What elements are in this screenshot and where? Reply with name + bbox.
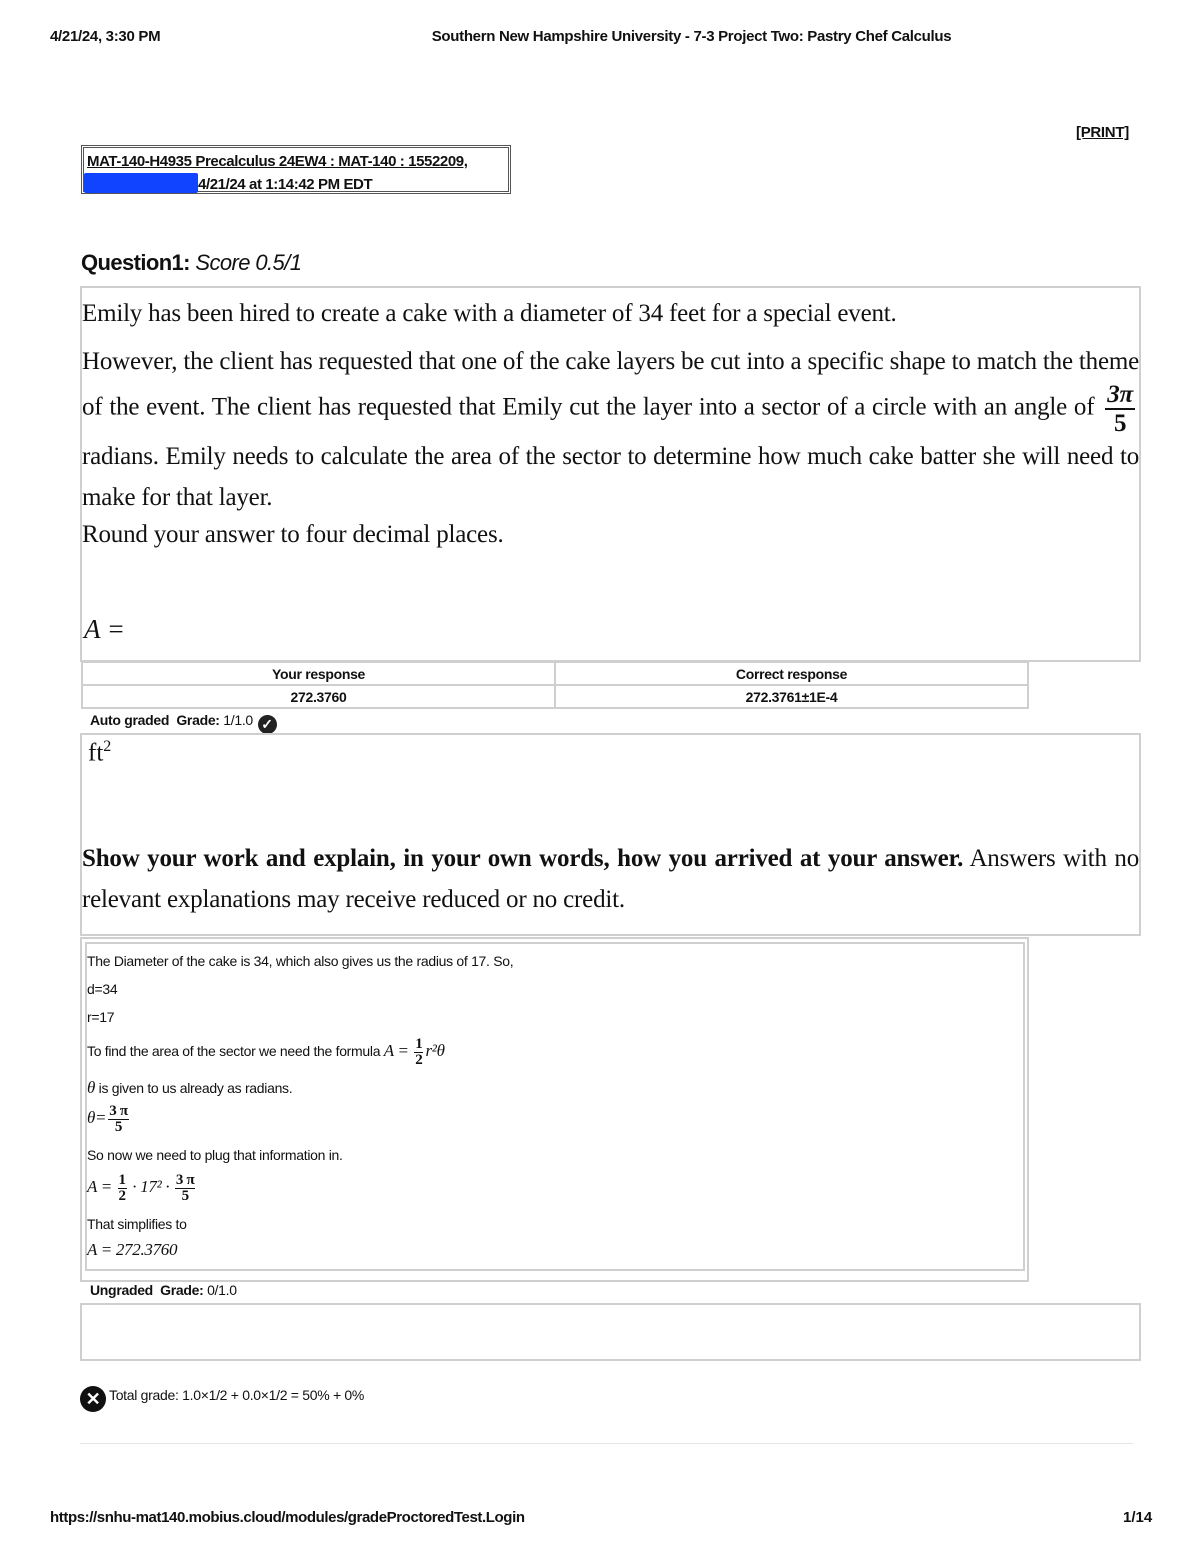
ungraded-status xyxy=(90,1282,237,1298)
question-heading xyxy=(81,250,301,276)
formula-half-numerator: 1 xyxy=(415,1036,423,1052)
section-divider xyxy=(80,1443,1133,1444)
print-datetime: 4/21/24, 3:30 PM xyxy=(50,28,161,45)
substitution-lhs: A = xyxy=(87,1177,112,1197)
course-info-box xyxy=(81,145,511,194)
redacted-name xyxy=(84,173,198,193)
response-table-header-row xyxy=(82,662,1028,685)
print-page-title: Southern New Hampshire University - 7-3 Project Two: Pastry Chef Calculus xyxy=(431,28,952,45)
work-instructions-rest: Answers with no relevant explanations may receive reduced or no credit. xyxy=(82,845,1139,913)
empty-feedback-panel xyxy=(80,1303,1141,1361)
ungraded-grade-label: Grade: xyxy=(160,1282,204,1298)
final-answer: A = 272.3760 xyxy=(87,1240,178,1259)
substitution-half-denominator: 2 xyxy=(118,1188,126,1204)
auto-grade-label: Grade: xyxy=(176,712,220,728)
work-line-8 xyxy=(87,1173,197,1204)
work-line-2: d=34 xyxy=(87,981,118,997)
x-circle-icon: ✕ xyxy=(80,1386,106,1412)
theta-symbol: θ xyxy=(87,1078,96,1097)
formula-lhs: A = xyxy=(383,1041,409,1061)
total-grade-row xyxy=(80,1386,364,1412)
auto-grade-value: 1/1.0 xyxy=(223,712,253,728)
check-circle-icon: ✓ xyxy=(258,715,277,734)
work-line-5-text: is given to us already as radians. xyxy=(98,1080,293,1096)
work-line-4 xyxy=(87,1037,445,1068)
question-text-before-angle: However, the client has requested that one of the cake layers be cut into a specific shape to match the theme of the event. The client has requested that Emily cut the layer into a sector of a circle with an angle of xyxy=(82,348,1139,421)
theta-denominator: 5 xyxy=(114,1119,123,1135)
question-score: Score 0.5/1 xyxy=(195,250,302,275)
course-info-line: MAT-140-H4935 Precalculus 24EW4 : MAT-140 : 1552209, xyxy=(87,153,468,170)
substitution-angle-numerator: 3 π xyxy=(175,1172,195,1188)
substitution-half-fraction xyxy=(118,1173,127,1204)
print-link[interactable]: [PRINT] xyxy=(1076,124,1129,141)
your-response-header: Your response xyxy=(82,662,555,685)
formula-half-denominator: 2 xyxy=(415,1052,423,1068)
substitution-half-numerator: 1 xyxy=(118,1172,126,1188)
work-instructions xyxy=(82,838,1139,920)
angle-numerator: 3π xyxy=(1107,381,1133,408)
theta-numerator: 3 π xyxy=(109,1103,128,1119)
work-line-7: So now we need to plug that information in. xyxy=(87,1147,343,1163)
total-grade-text: Total grade: 1.0×1/2 + 0.0×1/2 = 50% + 0% xyxy=(109,1387,365,1403)
work-line-9: That simplifies to xyxy=(87,1216,187,1232)
submission-timestamp-line xyxy=(87,173,505,196)
units-base: ft xyxy=(88,739,104,767)
substitution-angle-fraction xyxy=(175,1173,196,1204)
angle-fraction xyxy=(1105,382,1135,436)
units-exponent: 2 xyxy=(103,738,112,755)
auto-graded-label: Auto graded xyxy=(90,712,170,728)
response-table xyxy=(81,661,1029,709)
answer-label: A = xyxy=(84,614,125,644)
work-line-3: r=17 xyxy=(87,1009,115,1025)
question-paragraph-2 xyxy=(82,341,1139,518)
question-text-after-angle: radians. Emily needs to calculate the area of the sector to determine how much cake batter she will need to make for that layer. xyxy=(82,443,1139,511)
ungraded-label: Ungraded xyxy=(90,1282,153,1298)
work-line-1: The Diameter of the cake is 34, which also gives us the radius of 17. So, xyxy=(87,953,514,969)
student-work-inner xyxy=(85,942,1025,1271)
work-instructions-bold: Show your work and explain, in your own words, how you arrived at your answer. xyxy=(82,845,964,872)
print-footer-url: https://snhu-mat140.mobius.cloud/modules/gradeProctoredTest.Login xyxy=(50,1509,525,1526)
your-response-value: 272.3760 xyxy=(82,685,555,708)
formula-half-fraction xyxy=(414,1037,423,1068)
theta-fraction xyxy=(108,1104,129,1135)
answer-units xyxy=(88,738,111,767)
formula-rhs: r²θ xyxy=(425,1041,445,1061)
work-line-5 xyxy=(87,1078,292,1098)
auto-grade-status xyxy=(90,712,277,734)
substitution-middle: · 17² · xyxy=(132,1177,170,1197)
theta-equals: θ= xyxy=(87,1108,107,1128)
substitution-angle-denominator: 5 xyxy=(181,1188,189,1204)
question-paragraph-1: Emily has been hired to create a cake with a diameter of 34 feet for a special event. xyxy=(82,300,897,327)
work-line-10 xyxy=(87,1240,177,1260)
ungraded-grade-value: 0/1.0 xyxy=(207,1282,237,1298)
correct-response-value: 272.3761±1E-4 xyxy=(555,685,1028,708)
print-page-number: 1/14 xyxy=(1123,1509,1153,1526)
question-paragraph-3: Round your answer to four decimal places. xyxy=(82,521,504,548)
submission-timestamp: 4/21/24 at 1:14:42 PM EDT xyxy=(198,176,373,193)
work-line-6 xyxy=(87,1104,131,1135)
angle-denominator: 5 xyxy=(1113,410,1127,437)
work-line-4-text: To find the area of the sector we need the formula xyxy=(87,1043,381,1060)
question-label: Question1: xyxy=(81,250,190,275)
response-table-value-row xyxy=(82,685,1028,708)
correct-response-header: Correct response xyxy=(555,662,1028,685)
